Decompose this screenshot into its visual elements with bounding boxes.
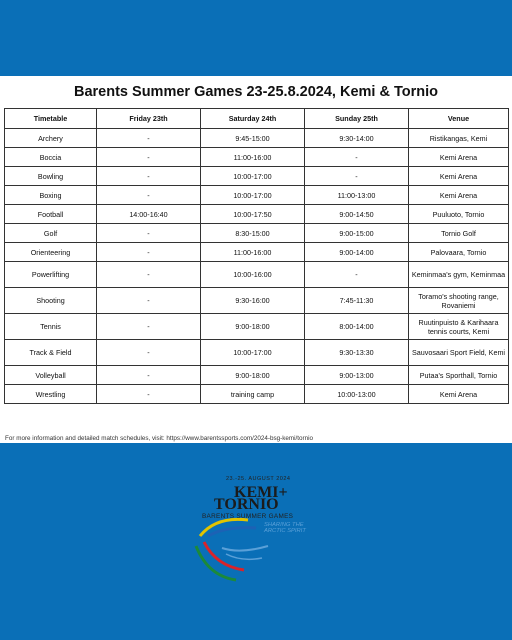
page-title: Barents Summer Games 23-25.8.2024, Kemi & Tornio: [74, 84, 438, 100]
header-venue: Venue: [409, 109, 509, 129]
sunday-cell: 9:00-13:00: [305, 366, 409, 385]
sport-cell: Archery: [5, 129, 97, 148]
saturday-cell: 10:00-17:00: [201, 186, 305, 205]
header-saturday: Saturday 24th: [201, 109, 305, 129]
logo-city-kemi: KEMI+: [234, 484, 288, 501]
friday-cell: -: [97, 262, 201, 288]
venue-cell: Sauvosaari Sport Field, Kemi: [409, 340, 509, 366]
friday-cell: -: [97, 288, 201, 314]
table-row: [5, 366, 509, 385]
sport-cell: Bowling: [5, 167, 97, 186]
friday-cell: -: [97, 340, 201, 366]
saturday-cell: 11:00-16:00: [201, 148, 305, 167]
sport-cell: Wrestling: [5, 385, 97, 404]
sunday-cell: -: [305, 167, 409, 186]
friday-cell: -: [97, 366, 201, 385]
table-row: [5, 129, 509, 148]
saturday-cell: 11:00-16:00: [201, 243, 305, 262]
footnote: For more information and detailed match schedules, visit: https://www.barentssports.com/2024-bsg-kemi/tornio: [5, 435, 313, 442]
table-row: [5, 385, 509, 404]
venue-cell: Kemi Arena: [409, 186, 509, 205]
venue-cell: Kemi Arena: [409, 167, 509, 186]
saturday-cell: 10:00-17:00: [201, 340, 305, 366]
sunday-cell: 9:00-15:00: [305, 224, 409, 243]
venue-cell: Ruutinpuisto & Karihaara tennis courts, Kemi: [409, 314, 509, 340]
table-row: [5, 262, 509, 288]
saturday-cell: training camp: [201, 385, 305, 404]
header-friday: Friday 23th: [97, 109, 201, 129]
saturday-cell: 9:30-16:00: [201, 288, 305, 314]
table-row: [5, 243, 509, 262]
table-row: [5, 314, 509, 340]
venue-cell: Kemi Arena: [409, 385, 509, 404]
sunday-cell: 11:00-13:00: [305, 186, 409, 205]
friday-cell: -: [97, 224, 201, 243]
sport-cell: Boxing: [5, 186, 97, 205]
sport-cell: Track & Field: [5, 340, 97, 366]
friday-cell: -: [97, 186, 201, 205]
table-row: [5, 186, 509, 205]
saturday-cell: 9:45-15:00: [201, 129, 305, 148]
venue-cell: Keminmaa's gym, Keminmaa: [409, 262, 509, 288]
friday-cell: 14:00-16:40: [97, 205, 201, 224]
sunday-cell: -: [305, 262, 409, 288]
table-header-row: [5, 109, 509, 129]
venue-cell: Palovaara, Tornio: [409, 243, 509, 262]
sunday-cell: 7:45-11:30: [305, 288, 409, 314]
friday-cell: -: [97, 385, 201, 404]
sunday-cell: 8:00-14:00: [305, 314, 409, 340]
sunday-cell: 9:00-14:50: [305, 205, 409, 224]
header-timetable: Timetable: [5, 109, 97, 129]
table-row: [5, 224, 509, 243]
saturday-cell: 9:00-18:00: [201, 366, 305, 385]
table-row: [5, 288, 509, 314]
sunday-cell: -: [305, 148, 409, 167]
friday-cell: -: [97, 314, 201, 340]
saturday-cell: 10:00-16:00: [201, 262, 305, 288]
logo-games-name: BARENTS SUMMER GAMES: [202, 513, 294, 520]
table-row: [5, 167, 509, 186]
logo-slogan: [264, 522, 306, 535]
logo-dates: 23.-25. AUGUST 2024: [226, 476, 291, 482]
sport-cell: Tennis: [5, 314, 97, 340]
sunday-cell: 9:00-14:00: [305, 243, 409, 262]
saturday-cell: 10:00-17:50: [201, 205, 305, 224]
sport-cell: Orienteering: [5, 243, 97, 262]
sunday-cell: 9:30-14:00: [305, 129, 409, 148]
table-row: [5, 148, 509, 167]
saturday-cell: 8:30-15:00: [201, 224, 305, 243]
sunday-cell: 10:00-13:00: [305, 385, 409, 404]
saturday-cell: 10:00-17:00: [201, 167, 305, 186]
logo-slogan-line2: ARCTIC SPIRIT: [264, 528, 306, 535]
friday-cell: -: [97, 129, 201, 148]
schedule-table: [4, 108, 509, 404]
header-sunday: Sunday 25th: [305, 109, 409, 129]
venue-cell: Toramo's shooting range, Rovaniemi: [409, 288, 509, 314]
friday-cell: -: [97, 167, 201, 186]
sport-cell: Golf: [5, 224, 97, 243]
logo-city-tornio: TORNIO: [214, 496, 279, 513]
sport-cell: Shooting: [5, 288, 97, 314]
venue-cell: Putaa's Sporthall, Tornio: [409, 366, 509, 385]
venue-cell: Ristikangas, Kemi: [409, 129, 509, 148]
table-row: [5, 205, 509, 224]
venue-cell: Kemi Arena: [409, 148, 509, 167]
logo-slogan-line1: SHARING THE: [264, 522, 304, 528]
games-logo: [186, 476, 326, 586]
venue-cell: Puuluoto, Tornio: [409, 205, 509, 224]
sport-cell: Volleyball: [5, 366, 97, 385]
table-row: [5, 340, 509, 366]
sunday-cell: 9:30-13:30: [305, 340, 409, 366]
friday-cell: -: [97, 148, 201, 167]
sport-cell: Football: [5, 205, 97, 224]
sport-cell: Powerlifting: [5, 262, 97, 288]
schedule-sheet: [0, 76, 512, 443]
venue-cell: Tornio Golf: [409, 224, 509, 243]
friday-cell: -: [97, 243, 201, 262]
sport-cell: Boccia: [5, 148, 97, 167]
saturday-cell: 9:00-18:00: [201, 314, 305, 340]
